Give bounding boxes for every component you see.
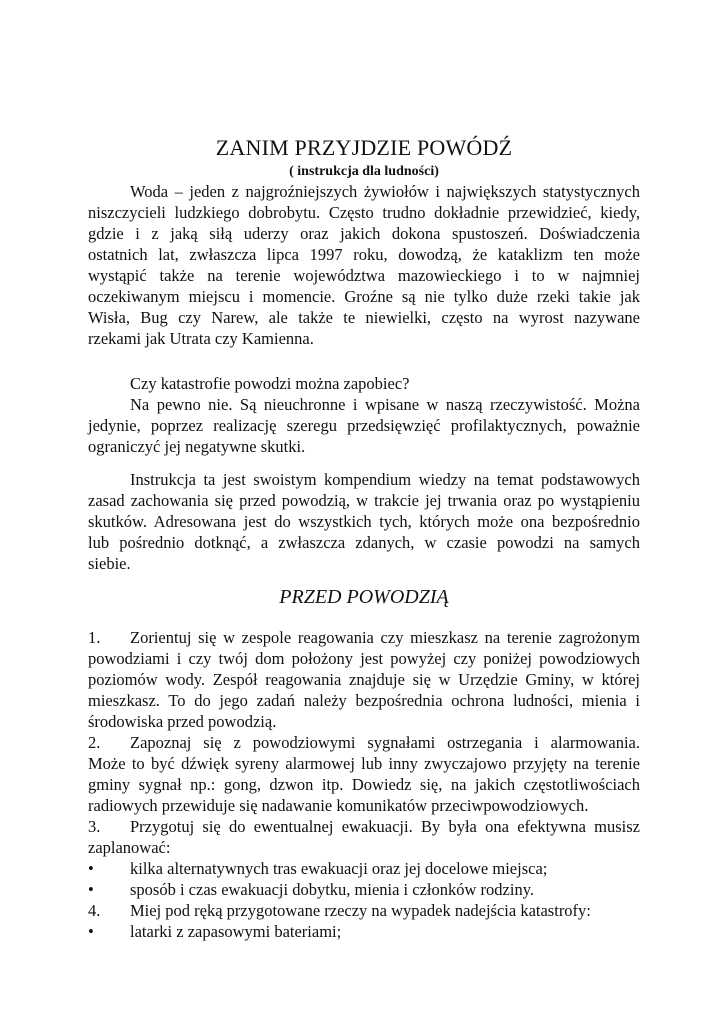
text-line: powodziami i czy twój dom położony jest powyżej czy poniżej powodziowych (88, 649, 640, 668)
text-line: niszczycieli ludzkiego dobrobytu. Często trudno dokładnie przewidzieć, kiedy, (88, 203, 640, 222)
text-line: Przygotuj się do ewentualnej ewakuacji. By była ona efektywna musisz (130, 817, 640, 836)
list-item-4 (88, 900, 640, 921)
text-line: środowiska przed powodzią. (88, 712, 277, 731)
text-line: Na pewno nie. Są nieuchronne i wpisane w naszą rzeczywistość. Można (130, 395, 640, 414)
text-line: zaplanować: (88, 838, 171, 857)
intro-paragraph (88, 181, 640, 349)
text-line: skutków. Adresowana jest do wszystkich tych, których może ona bezpośrednio (88, 512, 640, 531)
bullet-icon: • (88, 859, 94, 878)
item-number: 1. (88, 628, 101, 647)
page-subtitle: ( instrukcja dla ludności) (289, 164, 439, 179)
text-line: gdzie i z jaką siłą uderzy oraz jakich dokona spustoszeń. Doświadczenia (88, 224, 640, 243)
text-line: oczekiwanym miejscu i momencie. Groźne są nie tylko duże rzeki takie jak (88, 287, 640, 306)
text-line: Zorientuj się w zespole reagowania czy mieszkasz na terenie zagrożonym (130, 628, 640, 647)
item-number: 2. (88, 733, 101, 752)
text-line: wystąpić także na terenie województwa mazowieckiego i to w najmniej (88, 266, 640, 285)
text-line: zasad zachowania się przed powodzią, w trakcie jej trwania oraz po wystąpieniu (88, 491, 640, 510)
text-line: Zapoznaj się z powodziowymi sygnałami ostrzegania i alarmowania. (130, 733, 640, 752)
list-item-2 (88, 732, 640, 753)
text-line: Instrukcja ta jest swoistym kompendium wiedzy na temat podstawowych (130, 470, 640, 489)
bullet-icon: • (88, 922, 94, 941)
question-paragraph (88, 373, 640, 457)
bullet-icon: • (88, 880, 94, 899)
item-number: 4. (88, 901, 101, 920)
text-line: ograniczyć jej negatywne skutki. (88, 437, 306, 456)
bullet-item (88, 858, 640, 879)
bullet-text: latarki z zapasowymi bateriami; (130, 922, 342, 941)
text-line: gminy sygnał np.: gong, dzwon itp. Dowiedz się, na jakich częstotliwościach (88, 775, 640, 794)
text-line: lub pośrednio dotknąć, a zwłaszcza zdanych, w czasie powodzi na samych (88, 533, 640, 552)
text-line: Czy katastrofie powodzi można zapobiec? (130, 374, 410, 393)
bullet-item (88, 879, 640, 900)
instruction-paragraph (88, 469, 640, 574)
text-line: siebie. (88, 554, 131, 573)
text-line: Może to być dźwięk syreny alarmowej lub inny zwyczajowo przyjęty na terenie (88, 754, 640, 773)
numbered-list (88, 627, 640, 942)
section-heading: PRZED POWODZIĄ (279, 586, 449, 608)
bullet-text: sposób i czas ewakuacji dobytku, mienia i członków rodziny. (130, 880, 534, 899)
text-line: radiowych przewiduje się nadawanie komunikatów przeciwpowodziowych. (88, 796, 589, 815)
text-line: poziomów wody. Zespół reagowania znajduje się w Urzędzie Gminy, w której (88, 670, 640, 689)
text-line: Woda – jeden z najgroźniejszych żywiołów i największych statystycznych (130, 182, 640, 201)
list-item-3 (88, 816, 640, 837)
bullet-item (88, 921, 640, 942)
text-line: rzekami jak Utrata czy Kamienna. (88, 329, 314, 348)
list-item-1 (88, 627, 640, 648)
bullet-text: kilka alternatywnych tras ewakuacji oraz jej docelowe miejsca; (130, 859, 548, 878)
text-line: mieszkasz. To do jego zadań należy bezpośrednia ochrona ludności, mienia i (88, 691, 640, 710)
text-line: Wisła, Bug czy Narew, ale także te niewielki, często na wyrost nazywane (88, 308, 640, 327)
text-line: Miej pod ręką przygotowane rzeczy na wypadek nadejścia katastrofy: (130, 901, 591, 920)
text-line: jedynie, poprzez realizację szeregu przedsięwzięć profilaktycznych, poważnie (88, 416, 640, 435)
text-line: ostatnich lat, zwłaszcza lipca 1997 roku, dowodzą, że kataklizm ten może (88, 245, 640, 264)
page-title: ZANIM PRZYJDZIE POWÓDŹ (215, 135, 513, 160)
item-number: 3. (88, 817, 101, 836)
